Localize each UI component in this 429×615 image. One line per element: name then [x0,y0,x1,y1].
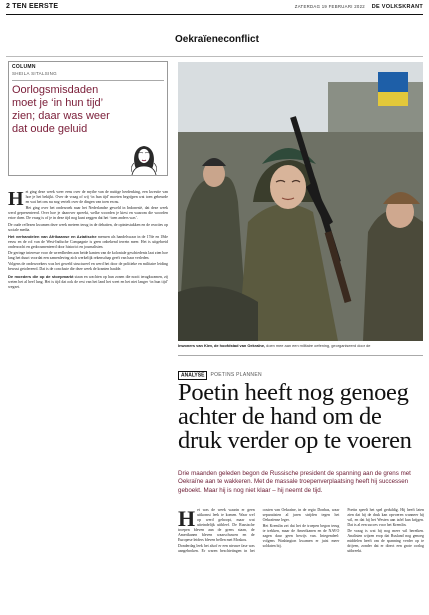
issue-date: ZATERDAG 19 FEBRUARI 2022 [294,4,365,9]
column-paragraph: mensen als handelswaar in de 17de en 18de eeuw en de rol van de West-Indische Compagnie is geen onbekend terrein meer. Het is uitgebreid onderzocht en gedocumenteerd door historici en journalisten. [8,234,168,249]
article-divider [178,355,423,356]
column-divider [12,80,164,81]
news-photo[interactable] [178,62,423,341]
column-drop-cap: H [8,188,24,210]
article-drop-cap: H [178,508,196,531]
masthead-section: TEN EERSTE [12,3,59,10]
column-title[interactable]: Oorlogsmisdaden moet je ‘in hun tijd’ zien; daar was weer dat oude geluid [12,84,110,135]
column-paragraph: De oude reflexen kwamen deze week meteen terug in de debatten, de opiniestukken en de reacties op sociale media. [8,222,168,232]
column-author: SHEILA SITALSING [12,71,57,76]
section-title: Oekraïeneconflict [175,34,259,45]
article-paragraph: et was de week waarin er geen uitkomst leek te komen. Waar wel op werd gehoopt, maar wat uiteindelijk uitbleef. De Russische troepen bleven aan de grens staan, de Amerikanen bleven waarschuwen en de Europese leiders bleven bellen met Moskou. [178,508,255,542]
article-paragraph: De vraag is wat hij nog meer wil bereiken. Analisten wijzen erop dat Rusland nog genoeg middelen heeft om de spanning verder op te drijven, zonder dat er direct een grote oorlog uitbreekt. [347,529,424,554]
kicker-tag: ANALYSE [178,371,207,380]
masthead [6,3,423,13]
article-lead: Drie maanden geleden begon de Russische president de spanning aan de grens met Oekraïne aan te wakkeren. Met de massale troepenverplaatsing heeft hij successen geboekt. Maar hij is nog niet klaar – hij neemt de tijd. [178,470,411,494]
column-subhead: Het verhandelen van Afrikaanse en Aziatische [8,233,97,239]
page-header [6,3,58,10]
article-paragraph: Donderdag leek het alsof er een nieuwe fase was aangebroken. Er waren beschietingen in het oosten van Oekraïne, in de regio Donbas, waar separatisten al jaren strijden tegen het Oekraïense leger. [178,508,340,554]
article-kicker [178,372,262,378]
page-number: 2 [6,3,11,10]
caption-text: doen mee aan een militaire oefening, georganiseerd door de [266,343,371,348]
column-subhead: De moeders die op de stoepmarkt [8,273,74,279]
column-body [8,190,168,291]
kicker-topic: POETINS PLANNEN [210,372,262,378]
newspaper-name: DE VOLKSKRANT [371,3,423,10]
author-portrait [122,139,166,175]
column-paragraph: staan en wachten op hun zonen die nooit terugkwamen, zij weten het al heel lang. Het is tijd dat ook de rest van het land het weet en het niet langer ‘in hun tijd’ wegzet. [8,274,168,289]
photo-caption [178,343,423,348]
column-paragraph: Volgens de onderzoekers was het geweld structureel en werd het door de politieke en militaire leiding bewust getolereerd. Dat is de conclusie die deze week de kranten haalde. [8,262,168,272]
article-paragraph: Poetin speelt het spel geduldig. Hij heeft laten zien dat hij de druk kan opvoeren wanneer hij wil, en dat hij het Westen aan tafel kan krijgen. Dat is al een succes voor het Kremlin. [347,508,424,527]
article-headline[interactable]: Poetin heeft nog genoeg achter de hand om de druk verder op te voeren [178,379,412,454]
section-rule [6,56,423,57]
masthead-rule [6,14,423,15]
article-body [178,508,424,612]
article-paragraph: Het Kremlin zei dat het de troepen begon terug te trekken, maar de Amerikanen en de NAVO zagen daar geen bewijs van. Integendeel: volgens Washington kwamen er juist meer soldaten bij. [262,524,340,549]
column-label: COLUMN [12,64,36,70]
column-paragraph: De geringe interesse voor de wreedheden aan beide kanten van de koloniale geschiedenis laat zien hoe lang het duurt voordat een samenleving zich werkelijk rekenschap geeft van haar verleden. [8,251,168,261]
column-paragraph: Het ging over het onderzoek naar het Nederlandse geweld in Indonesië, dat deze week werd gepresenteerd. Over hoe je daarover spreekt, welke woorden je kiest en waarom die woorden ertoe doen. De vraag is of je in deze tijd nog kunt zeggen dat het ‘toen anders was’. [8,206,168,221]
caption-lead: Inwoners van Kiev, de hoofdstad van Oekraïne, [178,343,266,348]
column-paragraph: et ging deze week weer eens over de mythe van de nuttige herdenking, een kwestie van hoe je het bekijkt. Over de vraag of wij ‘in hun tijd’ moeten begrijpen wat toen gebeurde en wat het ons nu nog vertelt over de dingen van toen en nu. [25,190,168,204]
